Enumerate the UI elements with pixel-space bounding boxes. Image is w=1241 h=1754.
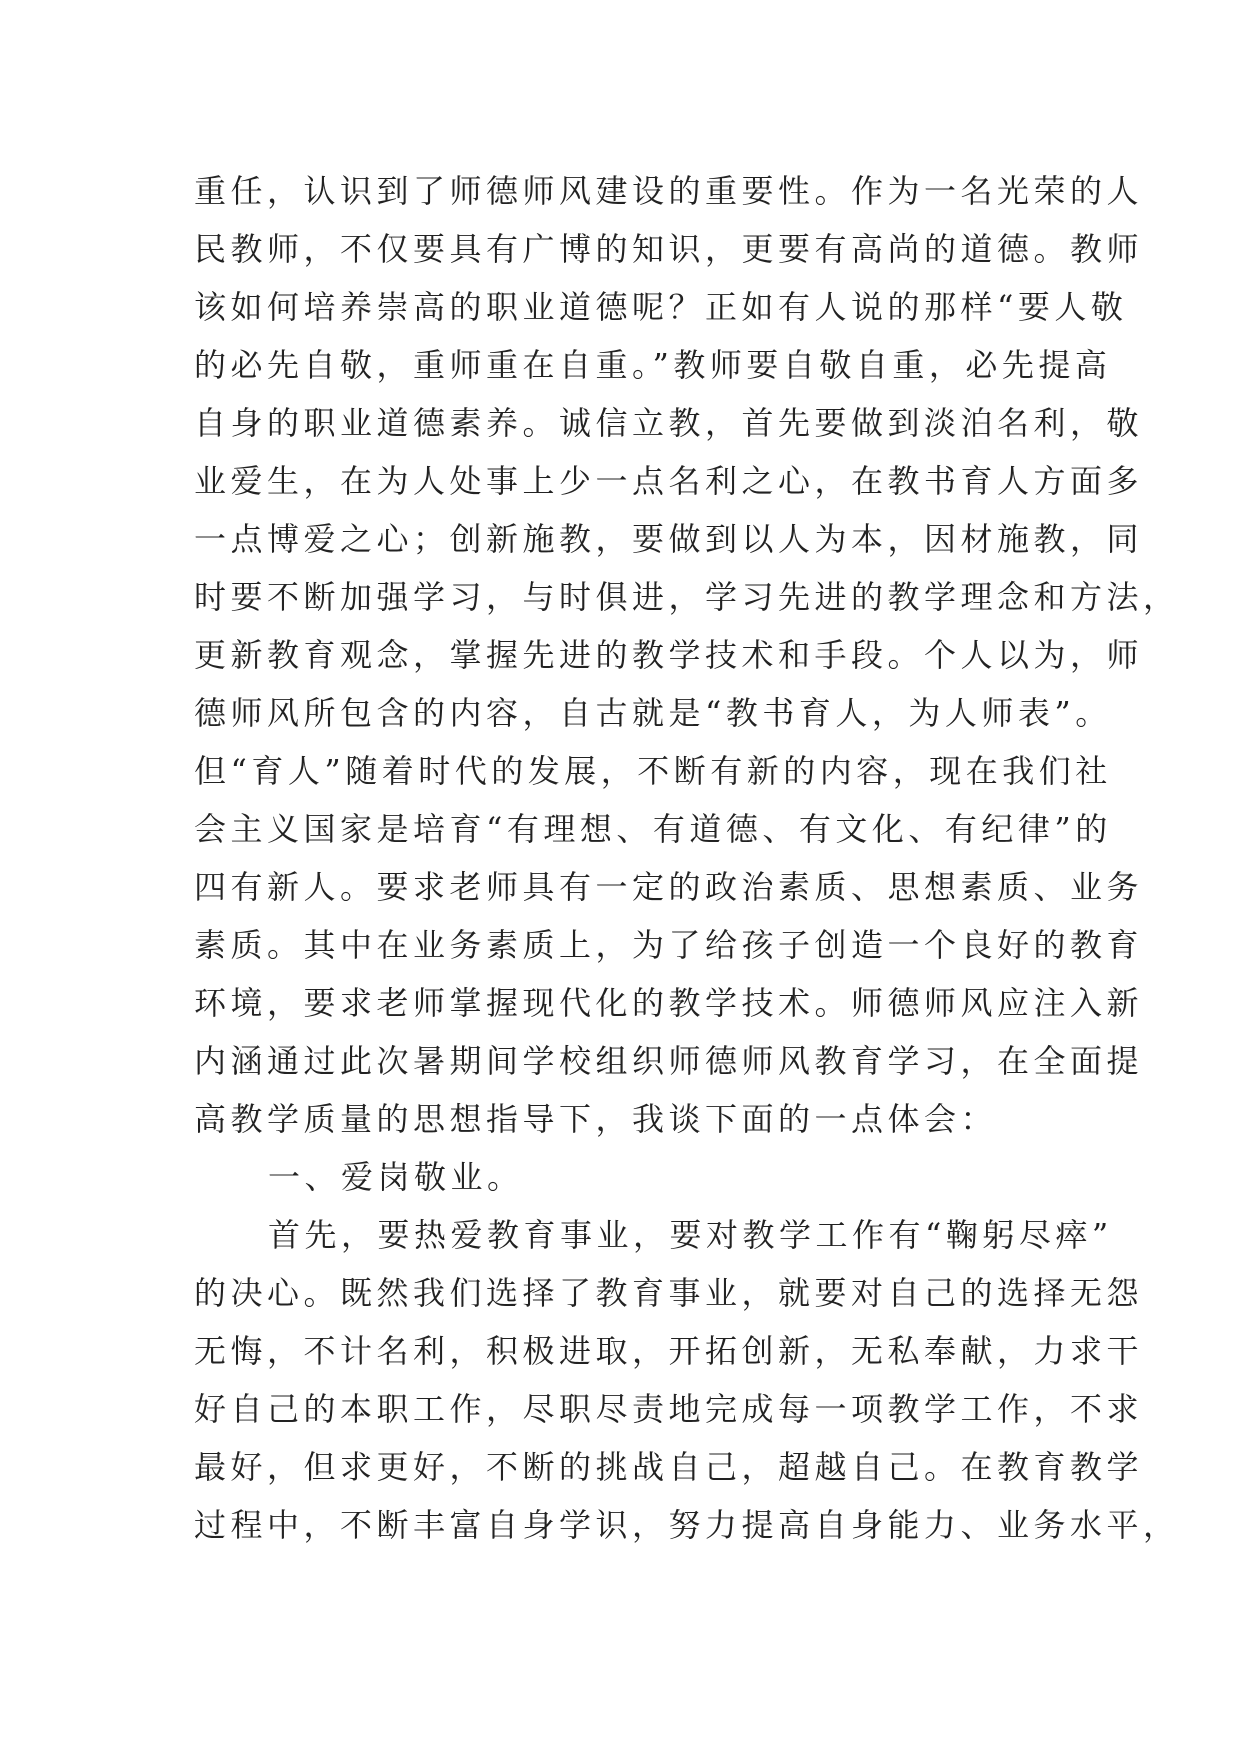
text-line: 自身的职业道德素养。诚信立教，首先要做到淡泊名利，敬: [194, 404, 1144, 442]
text-line: 的必先自敬，重师重在自重。”教师要自敬自重，必先提高: [194, 346, 1112, 384]
text-line: 最好，但求更好，不断的挑战自己，超越自己。在教育教学: [194, 1448, 1144, 1486]
text-line: 高教学质量的思想指导下，我谈下面的一点体会：: [194, 1100, 998, 1138]
text-line: 会主义国家是培育“有理想、有道德、有文化、有纪律”的: [194, 810, 1112, 848]
text-line: 业爱生，在为人处事上少一点名利之心，在教书育人方面多: [194, 462, 1144, 500]
text-line: 素质。其中在业务素质上，为了给孩子创造一个良好的教育: [194, 926, 1144, 964]
text-line: 民教师，不仅要具有广博的知识，更要有高尚的道德。教师: [194, 230, 1144, 268]
paragraph-first-line: 首先，要热爱教育事业，要对教学工作有“鞠躬尽瘁”: [268, 1216, 1113, 1254]
text-line: 重任，认识到了师德师风建设的重要性。作为一名光荣的人: [194, 172, 1144, 210]
text-line: 无悔，不计名利，积极进取，开拓创新，无私奉献，力求干: [194, 1332, 1144, 1370]
text-line: 更新教育观念，掌握先进的教学技术和手段。个人以为，师: [194, 636, 1144, 674]
text-line: 内涵通过此次暑期间学校组织师德师风教育学习，在全面提: [194, 1042, 1144, 1080]
text-line: 环境，要求老师掌握现代化的教学技术。师德师风应注入新: [194, 984, 1144, 1022]
section-heading: 一、爱岗敬业。: [268, 1158, 524, 1196]
text-line: 时要不断加强学习，与时俱进，学习先进的教学理念和方法，: [194, 578, 1180, 616]
text-line: 的决心。既然我们选择了教育事业，就要对自己的选择无怨: [194, 1274, 1144, 1312]
text-line: 该如何培养崇高的职业道德呢？正如有人说的那样“要人敬: [194, 288, 1128, 326]
text-line: 四有新人。要求老师具有一定的政治素质、思想素质、业务: [194, 868, 1144, 906]
text-line: 一点博爱之心；创新施教，要做到以人为本，因材施教，同: [194, 520, 1144, 558]
text-line: 德师风所包含的内容，自古就是“教书育人，为人师表”。: [194, 694, 1112, 732]
text-line: 过程中，不断丰富自身学识，努力提高自身能力、业务水平，: [194, 1506, 1180, 1544]
text-line: 好自己的本职工作，尽职尽责地完成每一项教学工作，不求: [194, 1390, 1144, 1428]
text-line: 但“育人”随着时代的发展，不断有新的内容，现在我们社: [194, 752, 1112, 790]
body-text: [194, 162, 1180, 1554]
